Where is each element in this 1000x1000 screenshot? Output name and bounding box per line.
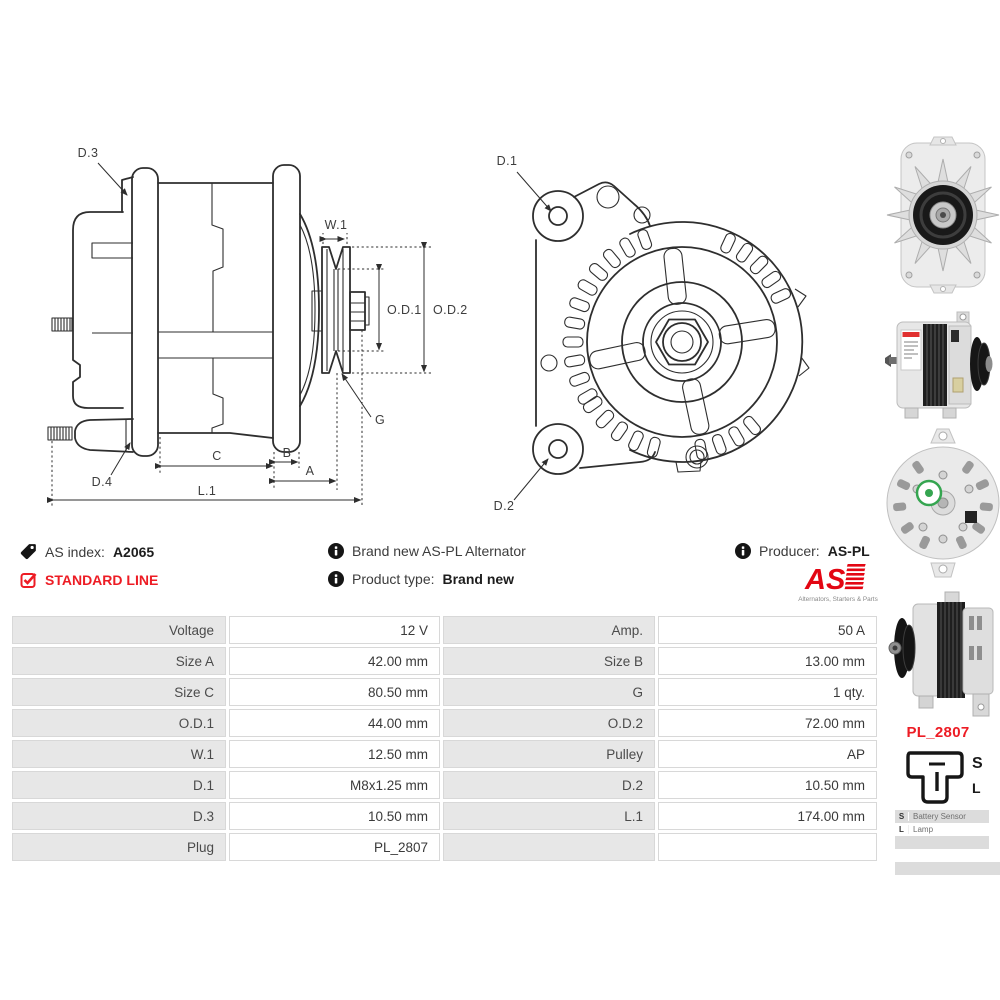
spec-label: D.1 [12, 771, 226, 799]
spec-value: PL_2807 [229, 833, 440, 861]
as-index-row [20, 543, 154, 560]
dim-label-b: B [282, 446, 292, 460]
dim-label-d4: D.4 [91, 475, 113, 489]
plug-pin-l-label: L [972, 780, 981, 796]
dim-label-d1: D.1 [496, 154, 518, 168]
checkbox-check-icon [20, 571, 37, 588]
legend-label: Battery Sensor [913, 812, 966, 821]
spec-value: 174.00 mm [658, 802, 877, 830]
product-photo-side-left [885, 586, 1000, 722]
spec-label: Amp. [443, 616, 655, 644]
dim-label-d2: D.2 [493, 499, 515, 513]
plug-pin-s-label: S [972, 755, 983, 772]
spec-label: L.1 [443, 802, 655, 830]
dim-label-od1: O.D.1 [387, 303, 422, 317]
producer-value: AS-PL [827, 543, 870, 559]
spec-label: Pulley [443, 740, 655, 768]
legend-key: L [895, 825, 909, 834]
plug-legend [895, 810, 989, 875]
spec-label: W.1 [12, 740, 226, 768]
legend-row-empty [895, 849, 989, 862]
side-view [48, 146, 468, 506]
spec-table [12, 616, 877, 861]
plug-code: PL_2807 [906, 724, 970, 741]
green-badge [917, 481, 941, 505]
spec-value: 44.00 mm [229, 709, 440, 737]
legend-row-empty [895, 836, 989, 849]
spec-label: Size A [12, 647, 226, 675]
tag-icon [20, 543, 37, 560]
spec-label: D.2 [443, 771, 655, 799]
spec-value: 42.00 mm [229, 647, 440, 675]
producer-label: Producer: [759, 543, 820, 559]
producer-row [735, 543, 870, 559]
plug-diagram [888, 745, 1000, 807]
standard-line-row [20, 571, 158, 588]
dim-label-c: C [212, 449, 222, 463]
spec-label: D.3 [12, 802, 226, 830]
product-type-label: Product type: [352, 571, 435, 587]
legend-key: S [895, 812, 909, 821]
as-pl-logo [793, 560, 883, 605]
spec-label: G [443, 678, 655, 706]
spec-value: 80.50 mm [229, 678, 440, 706]
spec-label: O.D.2 [443, 709, 655, 737]
standard-line-label: STANDARD LINE [45, 571, 159, 588]
product-photo-rear [885, 423, 1000, 583]
spec-value [658, 833, 877, 861]
legend-row [895, 823, 989, 836]
spec-value: 1 qty. [658, 678, 877, 706]
spec-value: 13.00 mm [658, 647, 877, 675]
as-index-value: A2065 [112, 543, 155, 560]
front-view [494, 154, 809, 513]
spec-value: 12 V [229, 616, 440, 644]
logo-tagline: Alternators, Starters & Parts [798, 596, 878, 603]
logo-text: AS [805, 564, 846, 596]
spec-value: 12.50 mm [229, 740, 440, 768]
info-icon [328, 571, 344, 587]
legend-row-empty [895, 862, 1000, 875]
spec-label: Voltage [12, 616, 226, 644]
dim-label-g: G [375, 413, 386, 427]
dim-label-l1: L.1 [197, 484, 217, 498]
technical-drawing [0, 130, 880, 540]
brand-text: Brand new AS-PL Alternator [352, 543, 526, 559]
legend-label: Lamp [913, 825, 934, 834]
spec-label [443, 833, 655, 861]
spec-value: 50 A [658, 616, 877, 644]
spec-label: O.D.1 [12, 709, 226, 737]
dim-label-od2: O.D.2 [433, 303, 468, 317]
spec-value: 10.50 mm [229, 802, 440, 830]
as-pl-sticker [901, 330, 921, 370]
spec-value: 10.50 mm [658, 771, 877, 799]
dim-label-d3: D.3 [77, 146, 99, 160]
product-photo-side-right [885, 300, 1000, 420]
spec-label: Size B [443, 647, 655, 675]
dim-label-w1: W.1 [324, 218, 348, 232]
brand-row [328, 543, 526, 559]
info-icon [328, 543, 344, 559]
product-type-row [328, 571, 514, 587]
spec-value: M8x1.25 mm [229, 771, 440, 799]
logo-stripes [845, 564, 866, 589]
spec-label: Size C [12, 678, 226, 706]
product-photo-front [885, 133, 1000, 297]
spec-label: Plug [12, 833, 226, 861]
dim-label-a: A [305, 464, 315, 478]
product-type-value: Brand new [442, 571, 515, 587]
info-icon [735, 543, 751, 559]
spec-value: AP [658, 740, 877, 768]
legend-row [895, 810, 989, 823]
spec-value: 72.00 mm [658, 709, 877, 737]
as-index-label: AS index: [45, 543, 105, 560]
